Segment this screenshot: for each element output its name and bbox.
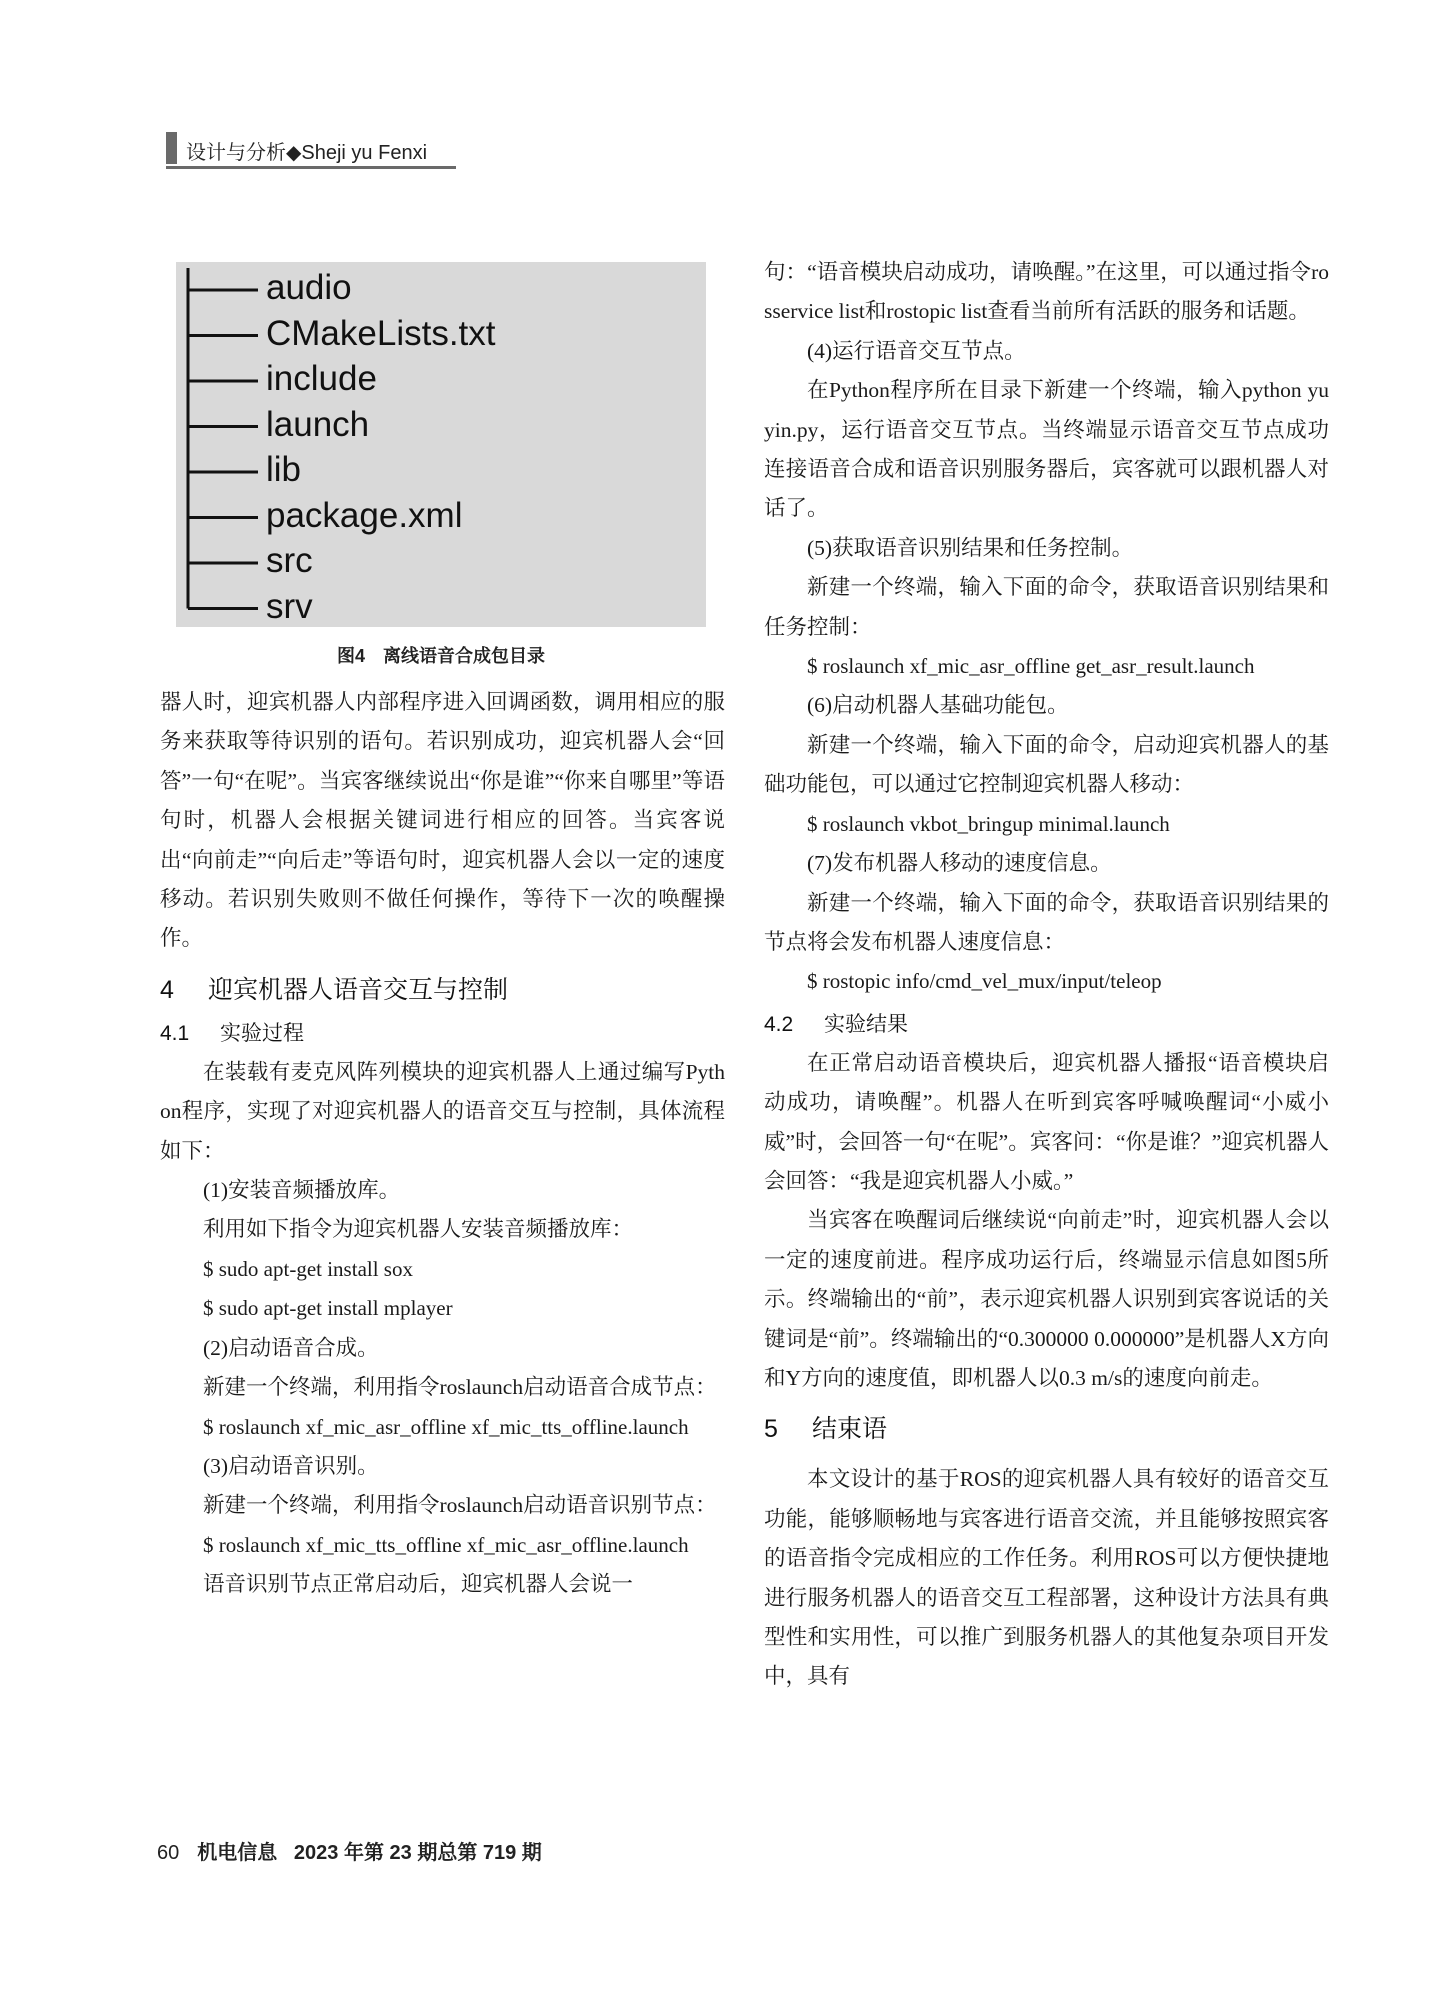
section-number: 4 [160,975,174,1004]
header-section: 设计与分析 [186,142,286,164]
tree-item: lib [266,450,302,489]
header-separator: ◆ [286,142,302,164]
step-label: (6)启动机器人基础功能包。 [807,693,1069,718]
subsection-title: 实验结果 [824,1012,908,1036]
subsection-number: 4.2 [764,1012,794,1036]
paragraph: 当宾客在唤醒词后继续说“向前走”时，迎宾机器人会以一定的速度前进。程序成功运行后，终端显示信息如图5所示。终端输出的“前”，表示迎宾机器人识别到宾客说话的关键词是“前”。终端输出的“0.300000 0.000000”是机器人X方向和Y方向的速度值，即机器人以0.3 m/s的速度向前走。 [764,1208,1329,1390]
section-title: 迎宾机器人语音交互与控制 [208,975,509,1004]
step-label: (5)获取语音识别结果和任务控制。 [807,535,1134,560]
running-header [166,126,456,166]
paragraph: 新建一个终端，输入下面的命令，获取语音识别结果和任务控制： [764,575,1329,639]
step-label: (4)运行语音交互节点。 [807,338,1026,363]
paragraph: 利用如下指令为迎宾机器人安装音频播放库： [203,1217,634,1242]
subsection-heading [764,1012,1329,1038]
right-column [764,253,1329,1697]
paragraph: 本文设计的基于ROS的迎宾机器人具有较好的语音交互功能，能够顺畅地与宾客进行语音交流，并且能够按照宾客的语音指令完成相应的工作任务。利用ROS可以方便快捷地进行服务机器人的语音交互工程部署，这种设计方法具有典型性和实用性，可以推广到服务机器人的其他复杂项目开发中，具有 [764,1467,1329,1689]
step-label: (2)启动语音合成。 [203,1335,379,1360]
tree-item: package.xml [266,495,463,535]
subsection-heading [160,1021,725,1047]
paragraph: 在装载有麦克风阵列模块的迎宾机器人上通过编写Python程序，实现了对迎宾机器人的语音交互与控制，具体流程如下： [160,1059,725,1163]
tree-item: srv [266,586,313,626]
header-text [186,136,427,165]
section-number: 5 [764,1415,778,1444]
paragraph: 在正常启动语音模块后，迎宾机器人播报“语音模块启动成功，请唤醒”。机器人在听到宾客呼喊唤醒词“小威小威”时，会回答一句“在呢”。宾客问：“你是谁？”迎宾机器人会回答：“我是迎宾机器人小威。” [764,1050,1329,1193]
command-line: $ roslaunch vkbot_bringup minimal.launch [807,811,1170,836]
header-rule [166,166,456,169]
figure-directory-tree [176,262,706,627]
page-footer [157,1836,542,1865]
left-column [160,683,725,1605]
figure-caption: 图4 离线语音合成包目录 [336,646,545,666]
paragraph: 新建一个终端，输入下面的命令，启动迎宾机器人的基础功能包，可以通过它控制迎宾机器人移动： [764,732,1329,797]
command-line: $ sudo apt-get install sox [203,1256,413,1281]
command-line: $ roslaunch xf_mic_asr_offline get_asr_result.launch [807,654,1255,679]
command-line: $ roslaunch xf_mic_asr_offline xf_mic_tts_offline.launch [203,1414,689,1439]
journal-name: 机电信息 [197,1842,278,1864]
tree-item: audio [266,268,352,307]
step-label: (1)安装音频播放库。 [203,1178,401,1203]
tree-item: include [266,359,377,398]
paragraph: 新建一个终端，输入下面的命令，获取语音识别结果的节点将会发布机器人速度信息： [764,890,1329,954]
subsection-number: 4.1 [160,1021,190,1045]
paragraph: 语音识别节点正常启动后，迎宾机器人会说一 [203,1572,634,1597]
section-heading [764,1414,1329,1444]
paragraph: 新建一个终端，利用指令roslaunch启动语音合成节点： [203,1375,717,1400]
paragraph: 新建一个终端，利用指令roslaunch启动语音识别节点： [203,1493,717,1518]
paragraph: 在Python程序所在目录下新建一个终端，输入python yuyin.py，运行语音交互节点。当终端显示语音交互节点成功连接语音合成和语音识别服务器后，宾客就可以跟机器人对话了。 [764,378,1329,521]
issue-info: 2023 年第 23 期总第 719 期 [293,1842,542,1864]
page-number: 60 [157,1842,180,1864]
command-line: $ sudo apt-get install mplayer [203,1296,453,1321]
command-line: $ rostopic info/cmd_vel_mux/input/teleop [807,969,1162,994]
subsection-title: 实验过程 [220,1021,304,1045]
section-heading [160,975,725,1005]
step-label: (3)启动语音识别。 [203,1453,379,1478]
header-bar [166,132,177,164]
section-title: 结束语 [812,1415,888,1444]
header-pinyin: Sheji yu Fenxi [301,142,428,164]
command-line: $ roslaunch xf_mic_tts_offline xf_mic_asr_offline.launch [203,1532,689,1557]
tree-item: src [266,541,313,580]
step-label: (7)发布机器人移动的速度信息。 [807,851,1112,876]
paragraph: 器人时，迎宾机器人内部程序进入回调函数，调用相应的服务来获取等待识别的语句。若识别成功，迎宾机器人会“回答”一句“在呢”。当宾客继续说出“你是谁”“你来自哪里”等语句时，机器人会根据关键词进行相应的回答。当宾客说出“向前走”“向后走”等语句时，迎宾机器人会以一定的速度移动。若识别失败则不做任何操作，等待下一次的唤醒操作。 [160,690,725,951]
tree-item: CMakeLists.txt [266,313,496,353]
tree-item: launch [266,404,370,444]
paragraph: 句：“语音模块启动成功，请唤醒。”在这里，可以通过指令rosservice list和rostopic list查看当前所有活跃的服务和话题。 [764,260,1329,324]
